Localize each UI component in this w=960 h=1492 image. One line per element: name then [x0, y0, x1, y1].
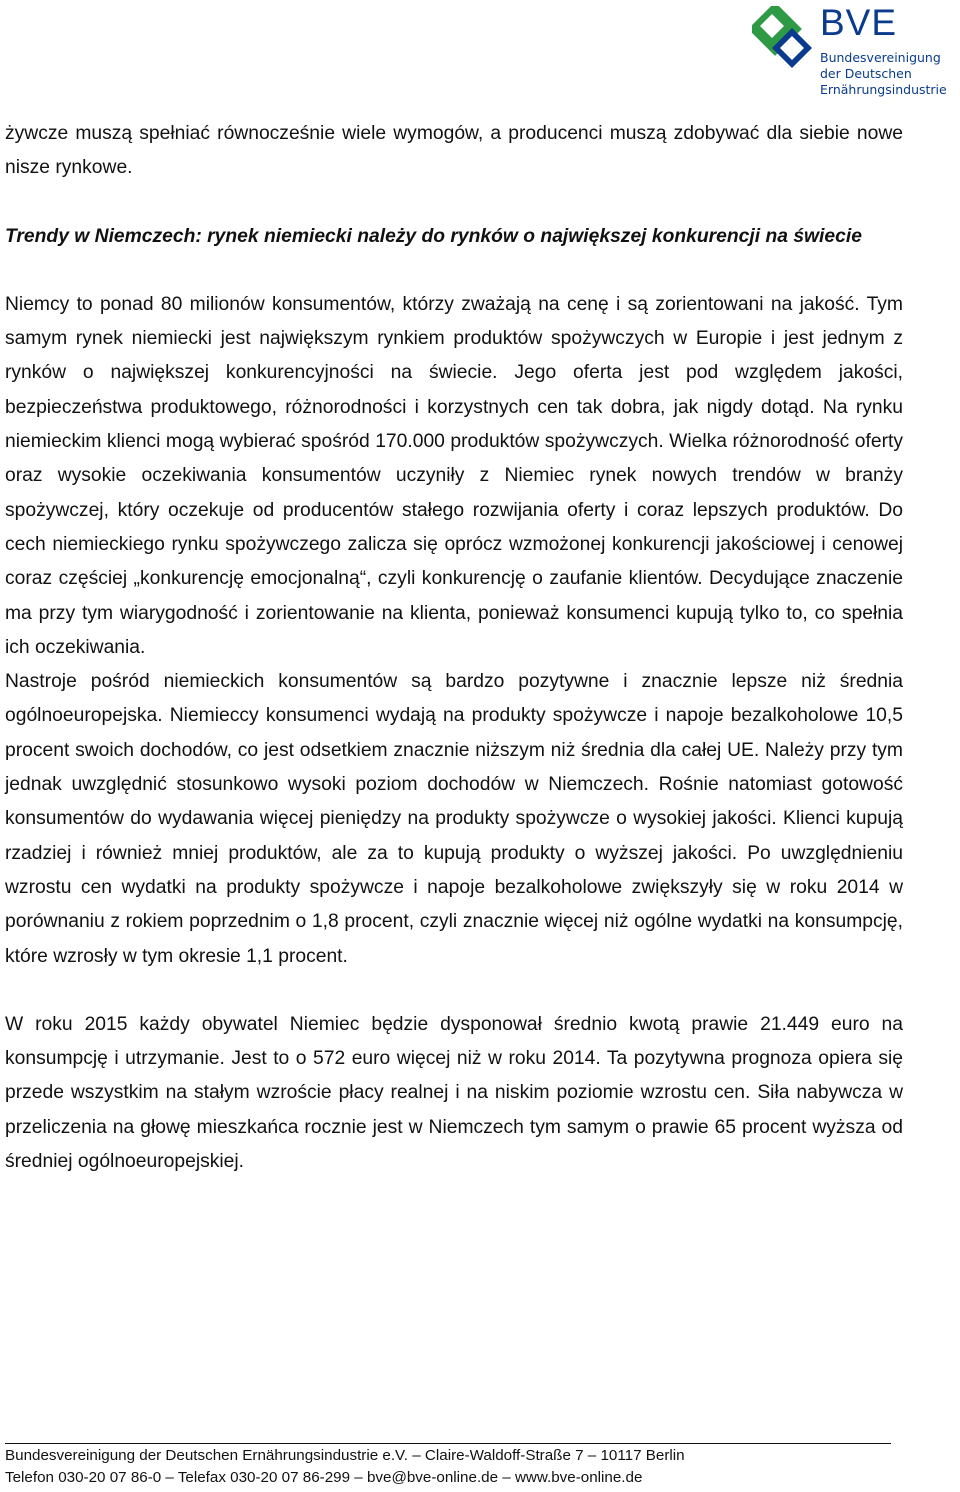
- intro-paragraph: żywcze muszą spełniać równocześnie wiele wymogów, a producenci muszą zdobywać dla siebie nowe nisze rynkowe.: [5, 123, 903, 179]
- paragraph-forecast: W roku 2015 każdy obywatel Niemiec będzie dysponował średnio kwotą prawie 21.449 euro na konsumpcję i utrzymanie. Jest to o 572 euro więcej niż w roku 2014. Ta pozytywna prognoza opiera się przede wszystkim na stałym wzroście płacy realnej i na niskim poziomie wzrostu cen. Siła nabywcza w przeliczenia na głowę mieszkańca rocznie jest w Niemczech tym samym o prawie 65 procent wyższa od średniej ogólnoeuropejskiej.: [5, 1013, 903, 1173]
- logo-subtitle: [820, 50, 947, 98]
- spacer: [5, 974, 903, 1008]
- footer-address: Bundesvereinigung der Deutschen Ernährungsindustrie e.V. – Claire-Waldoff-Straße 7 – 10117 Berlin: [5, 1447, 685, 1464]
- footer-divider: [5, 1443, 891, 1444]
- section-heading: Trendy w Niemczech: rynek niemiecki należy do rynków o największej konkurencji na świecie: [5, 225, 862, 247]
- bve-logo: [752, 4, 952, 100]
- logo-subtitle-line: Ernährungsindustrie: [820, 82, 947, 97]
- spacer: [5, 254, 903, 288]
- paragraph-consumers: Nastroje pośród niemieckich konsumentów są bardzo pozytywne i znacznie lepsze niż średnia ogólnoeuropejska. Niemieccy konsumenci wydają na produkty spożywcze i napoje bezalkoholowe 10,5 procent swoich dochodów, co jest odsetkiem znacznie niższym niż średnia dla całej UE. Należy przy tym jednak uwzględnić stosunkowo wysoki poziom dochodów w Niemczech. Rośnie natomiast gotowość konsumentów do wydawania więcej pieniędzy na produkty spożywcze o wysokiej jakości. Klienci kupują rzadziej i również mniej produktów, ale za to kupują produkty o wyższej jakości. Po uwzględnieniu wzrostu cen wydatki na produkty spożywcze i napoje bezalkoholowe zwiększyły się w roku 2014 w porównaniu z rokiem poprzednim o 1,8 procent, czyli znacznie więcej niż ogólne wydatki na konsumpcję, które wzrosły w tym okresie 1,1 procent.: [5, 671, 903, 967]
- logo-subtitle-line: Bundesvereinigung: [820, 50, 941, 65]
- paragraph-market: Niemcy to ponad 80 milionów konsumentów, którzy zważają na cenę i są zorientowani na jakość. Tym samym rynek niemiecki jest największym rynkiem produktów spożywczych w Europie i jest jednym z rynków o największej konkurencyjności na świecie. Jego oferta jest pod względem jakości, bezpieczeństwa produktowego, różnorodności i korzystnych cen tak dobra, jak nigdy dotąd. Na rynku niemieckim klienci mogą wybierać spośród 170.000 produktów spożywczych. Wielka różnorodność oferty oraz wysokie oczekiwania konsumentów uczyniły z Niemiec rynek nowych trendów w branży spożywczej, który oczekuje od producentów stałego rozwijania oferty i coraz lepszych produktów. Do cech niemieckiego rynku spożywczego zalicza się oprócz wzmożonej konkurencji jakościowej i cenowej coraz częściej „konkurencję emocjonalną“, czyli konkurencję o zaufanie klientów. Decydujące znaczenie ma przy tym wiarygodność i zorientowanie na klienta, ponieważ konsumenci kupują tylko to, co spełnia ich oczekiwania.: [5, 293, 903, 658]
- document-body: [5, 117, 903, 1179]
- logo-subtitle-line: der Deutschen: [820, 66, 912, 81]
- logo-name: BVE: [820, 2, 898, 43]
- footer-contact: Telefon 030-20 07 86-0 – Telefax 030-20 07 86-299 – bve@bve-online.de – www.bve-online.de: [5, 1469, 643, 1486]
- bve-logo-mark-icon: [752, 6, 814, 68]
- spacer: [5, 186, 903, 220]
